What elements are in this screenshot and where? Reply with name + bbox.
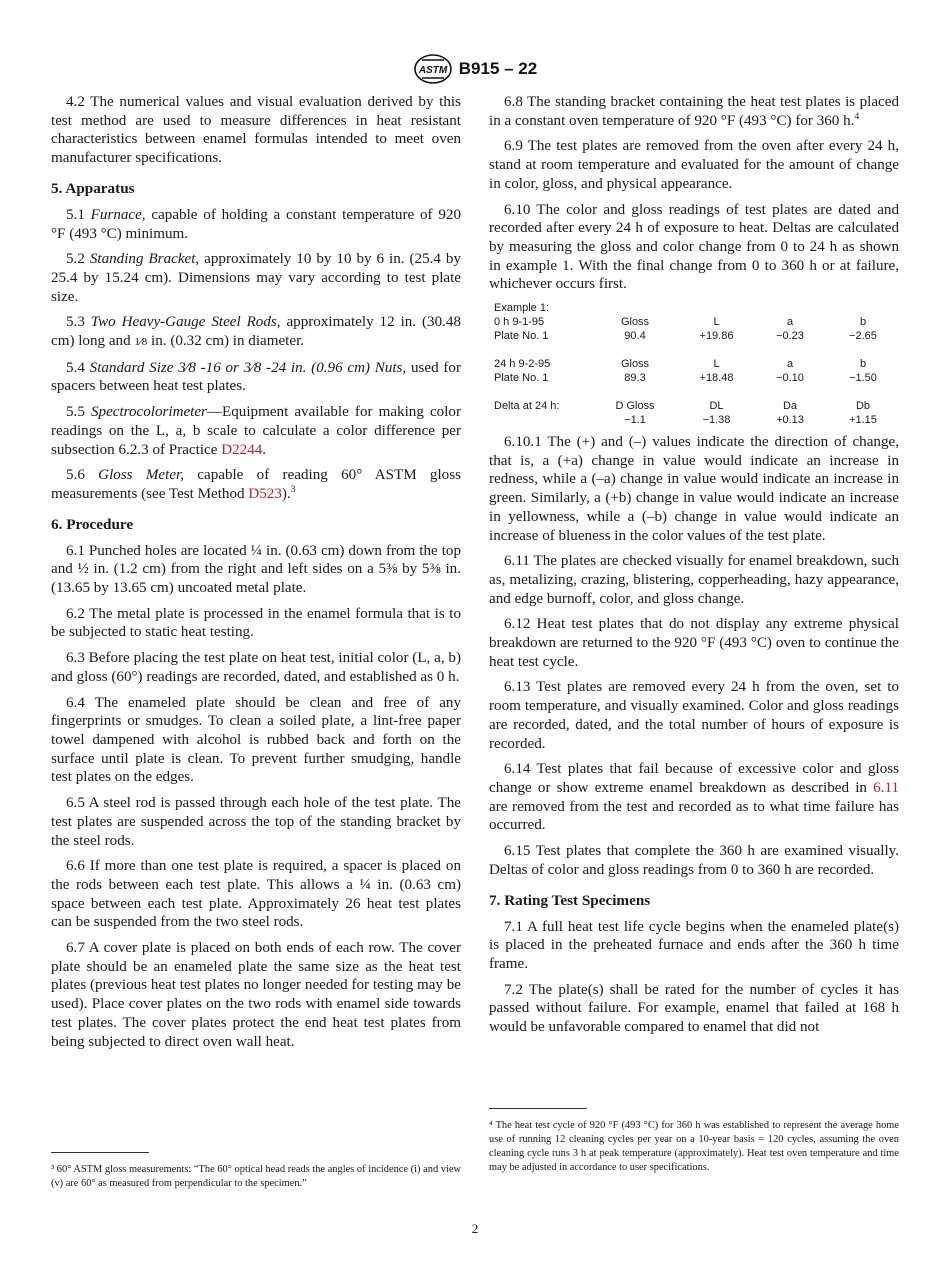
example-title-row — [494, 301, 899, 315]
para-6-3: 6.3 Before placing the test plate on heat test, initial color (L, a, b) and gloss (60°) readings are recorded, dated, and established as 0 h. — [51, 650, 461, 685]
para-6-7: 6.7 A cover plate is placed on both ends of each row. The cover plate should be an enameled plate the same size as the heat test plates (previous heat test plates no longer needed for testing may be used). Place cover plates on the two rods with enamel side towards test plates. The cover plates protect the end heat test plates from being subjected to direct oven wall heat. — [51, 940, 461, 1050]
link-section-6-11[interactable]: 6.11 — [873, 779, 899, 796]
footnote-3: ³ 60° ASTM gloss measurements: “The 60° optical head reads the angles of incidence (i) and view (v) are 60° as measured from perpendicular to the specimen.” — [51, 1164, 461, 1189]
para-5-4: 5.4 Standard Size 3⁄8 -16 or 3⁄8 -24 in. (0.96 cm) Nuts, used for spacers between heat test plates. — [51, 359, 462, 395]
link-d523[interactable]: D523 — [248, 485, 282, 502]
footnote-ref-3[interactable]: 3 — [290, 484, 296, 495]
standard-designation: B915 – 22 — [458, 59, 538, 78]
example-title: Example 1: — [494, 302, 550, 315]
para-6-5: 6.5 A steel rod is passed through each hole of the test plate. The test plates are suspended across the top of the standing bracket by the steel rods. — [51, 795, 461, 849]
example-row: Plate No. 1 90.4 +19.86 −0.23 −2.65 — [494, 330, 877, 343]
para-6-1: 6.1 Punched holes are located ¼ in. (0.63 cm) down from the top and ½ in. (1.2 cm) from the right and left sides on a 5⅜ by 5⅜ in. (13.65 by 13.65 cm) uncoated metal plate. — [51, 542, 461, 597]
para-5-3: 5.3 Two Heavy-Gauge Steel Rods, approximately 12 in. (30.48 cm) long and 1⁄8 in. (0.32 cm) in diameter. — [51, 314, 461, 350]
section-6-heading: 6. Procedure — [51, 515, 134, 533]
para-7-1: 7.1 A full heat test life cycle begins when the enameled plate(s) is placed in the preheated furnace and ends after the 360 h time frame. — [489, 918, 899, 972]
left-column — [51, 93, 461, 1058]
para-6-8: 6.8 The standing bracket containing the heat test plates is placed in a constant oven temperature of 920 °F (493 °C) for 360 h.$^4$ — [489, 94, 899, 129]
para-6-10-1: 6.10.1 The (+) and (–) values indicate the direction of change, that is, a (+a) change in value would indicate an increase in redness, while a (–a) change in value would indicate an increase in green. Similarly, a (+b) change in value would indicate an increase in yellowness, while a (–b) change in value would indicate an increase of blueness in the color values of the test plate. — [489, 434, 899, 544]
example-1-table — [494, 301, 899, 427]
example-row: 0 h 9-1-95 Gloss L a b — [494, 316, 867, 329]
para-6-10: 6.10 The color and gloss readings of test plates are dated and recorded after every 24 h of exposure to heat. Deltas are calculated by measuring the gloss and color change from 0 to 24 h as shown in example 1. With the final change from 0 to 360 h or at failure, whichever occurs first. — [489, 201, 899, 293]
para-6-11: 6.11 The plates are checked visually for enamel breakdown, such as, metalizing, crazing, blistering, copperheading, hazy appearance, and edge burnoff, color, and gloss change. — [489, 553, 899, 607]
para-6-12: 6.12 Heat test plates that do not display any extreme physical breakdown are returned to the 920 °F (493 °C) oven to continue the heat test cycle. — [489, 616, 899, 670]
footnote-4: ⁴ The heat test cycle of 920 °F (493 °C) for 360 h was established to represent the average home use of running 12 cleaning cycles per year on a 10-year basis = 120 cycles, assuming the oven cleaning cycle runs 3 h at peak temperature (approximately). Heat test oven temperature and time may be adjusted in accordance to user specifications. — [489, 1120, 899, 1173]
right-column — [489, 93, 899, 1044]
para-6-2: 6.2 The metal plate is processed in the enamel formula that is to be subjected to static heat testing. — [51, 605, 461, 641]
para-6-9: 6.9 The test plates are removed from the oven after every 24 h, stand at room temperature and evaluated for the amount of change in color, gloss, and physical appearance. — [489, 138, 899, 192]
para-6-15: 6.15 Test plates that complete the 360 h are examined visually. Deltas of color and gloss readings from 0 to 360 h are recorded. — [489, 843, 899, 878]
para-7-2: 7.2 The plate(s) shall be rated for the number of cycles it has passed without failure. For example, enamel that failed at 168 h would be unfavorable compared to enamel that did not — [489, 981, 899, 1036]
example-row: 24 h 9-2-95 Gloss L a b — [494, 358, 867, 371]
example-row: Delta at 24 h: D Gloss DL Da Db — [494, 400, 871, 413]
example-spacer — [494, 343, 899, 357]
section-7-heading: 7. Rating Test Specimens — [489, 891, 651, 909]
para-4-2: 4.2 The numerical values and visual evaluation derived by this test method are used to measure differences in heat resistant characteristics between enamel formulas intended to meet oven manufacturer specifications. — [51, 94, 461, 167]
astm-logo-icon — [413, 54, 453, 84]
page-number: 2 — [471, 1221, 479, 1236]
footnote-rule-left — [51, 1152, 149, 1153]
para-5-5: 5.5 Spectrocolorimeter—Equipment available for making color readings on the L, a, b scale to calculate a color difference per subsection 6.2.3 of Practice D2244. — [51, 404, 461, 458]
para-6-14: 6.14 Test plates that fail because of excessive color and gloss change or show extreme enamel breakdown as described in 6.11 are removed from the test and recorded as to what time failure has occurred. — [489, 761, 899, 834]
svg-text:ASTM: ASTM — [418, 65, 447, 76]
para-5-1: 5.1 Furnace, capable of holding a constant temperature of 920 °F (493 °C) minimum. — [51, 206, 461, 242]
para-6-6: 6.6 If more than one test plate is required, a spacer is placed on the rods between each test plate. This allows a ¼ in. (0.63 cm) space between each test plate. Approximately 26 heat test plates can be suspended from the two steel rods. — [51, 858, 461, 931]
footnote-rule-right — [489, 1108, 587, 1109]
para-5-6: 5.6 Gloss Meter, capable of reading 60° ASTM gloss measurements (see Test Method D523).$^3$ — [51, 467, 461, 502]
section-5-heading: 5. Apparatus — [51, 179, 135, 197]
para-5-2: 5.2 Standing Bracket, approximately 10 by 10 by 6 in. (25.4 by 25.4 by 15.24 cm). Dimensions may vary according to test plate size. — [51, 251, 461, 305]
example-row: −1.1 −1.38 +0.13 +1.15 — [624, 414, 877, 427]
para-6-4: 6.4 The enameled plate should be clean and free of any fingerprints or smudges. To clean a soiled plate, a lint-free paper towel dampened with alcohol is rubbed back and forth on the surface until plate is clean. To prevent further smudging, handle test plates on the edges. — [51, 694, 461, 786]
footnote-ref-4[interactable]: 4 — [854, 111, 860, 122]
page-header — [0, 54, 950, 84]
example-row: Plate No. 1 89.3 +18.48 −0.10 −1.50 — [494, 372, 877, 385]
example-spacer — [494, 385, 899, 399]
link-d2244[interactable]: D2244 — [221, 441, 263, 458]
para-6-13: 6.13 Test plates are removed every 24 h from the oven, set to room temperature, and visually examined. Color and gloss readings are recorded, dated, and the total number of hours of exposure is recorded. — [489, 679, 899, 752]
